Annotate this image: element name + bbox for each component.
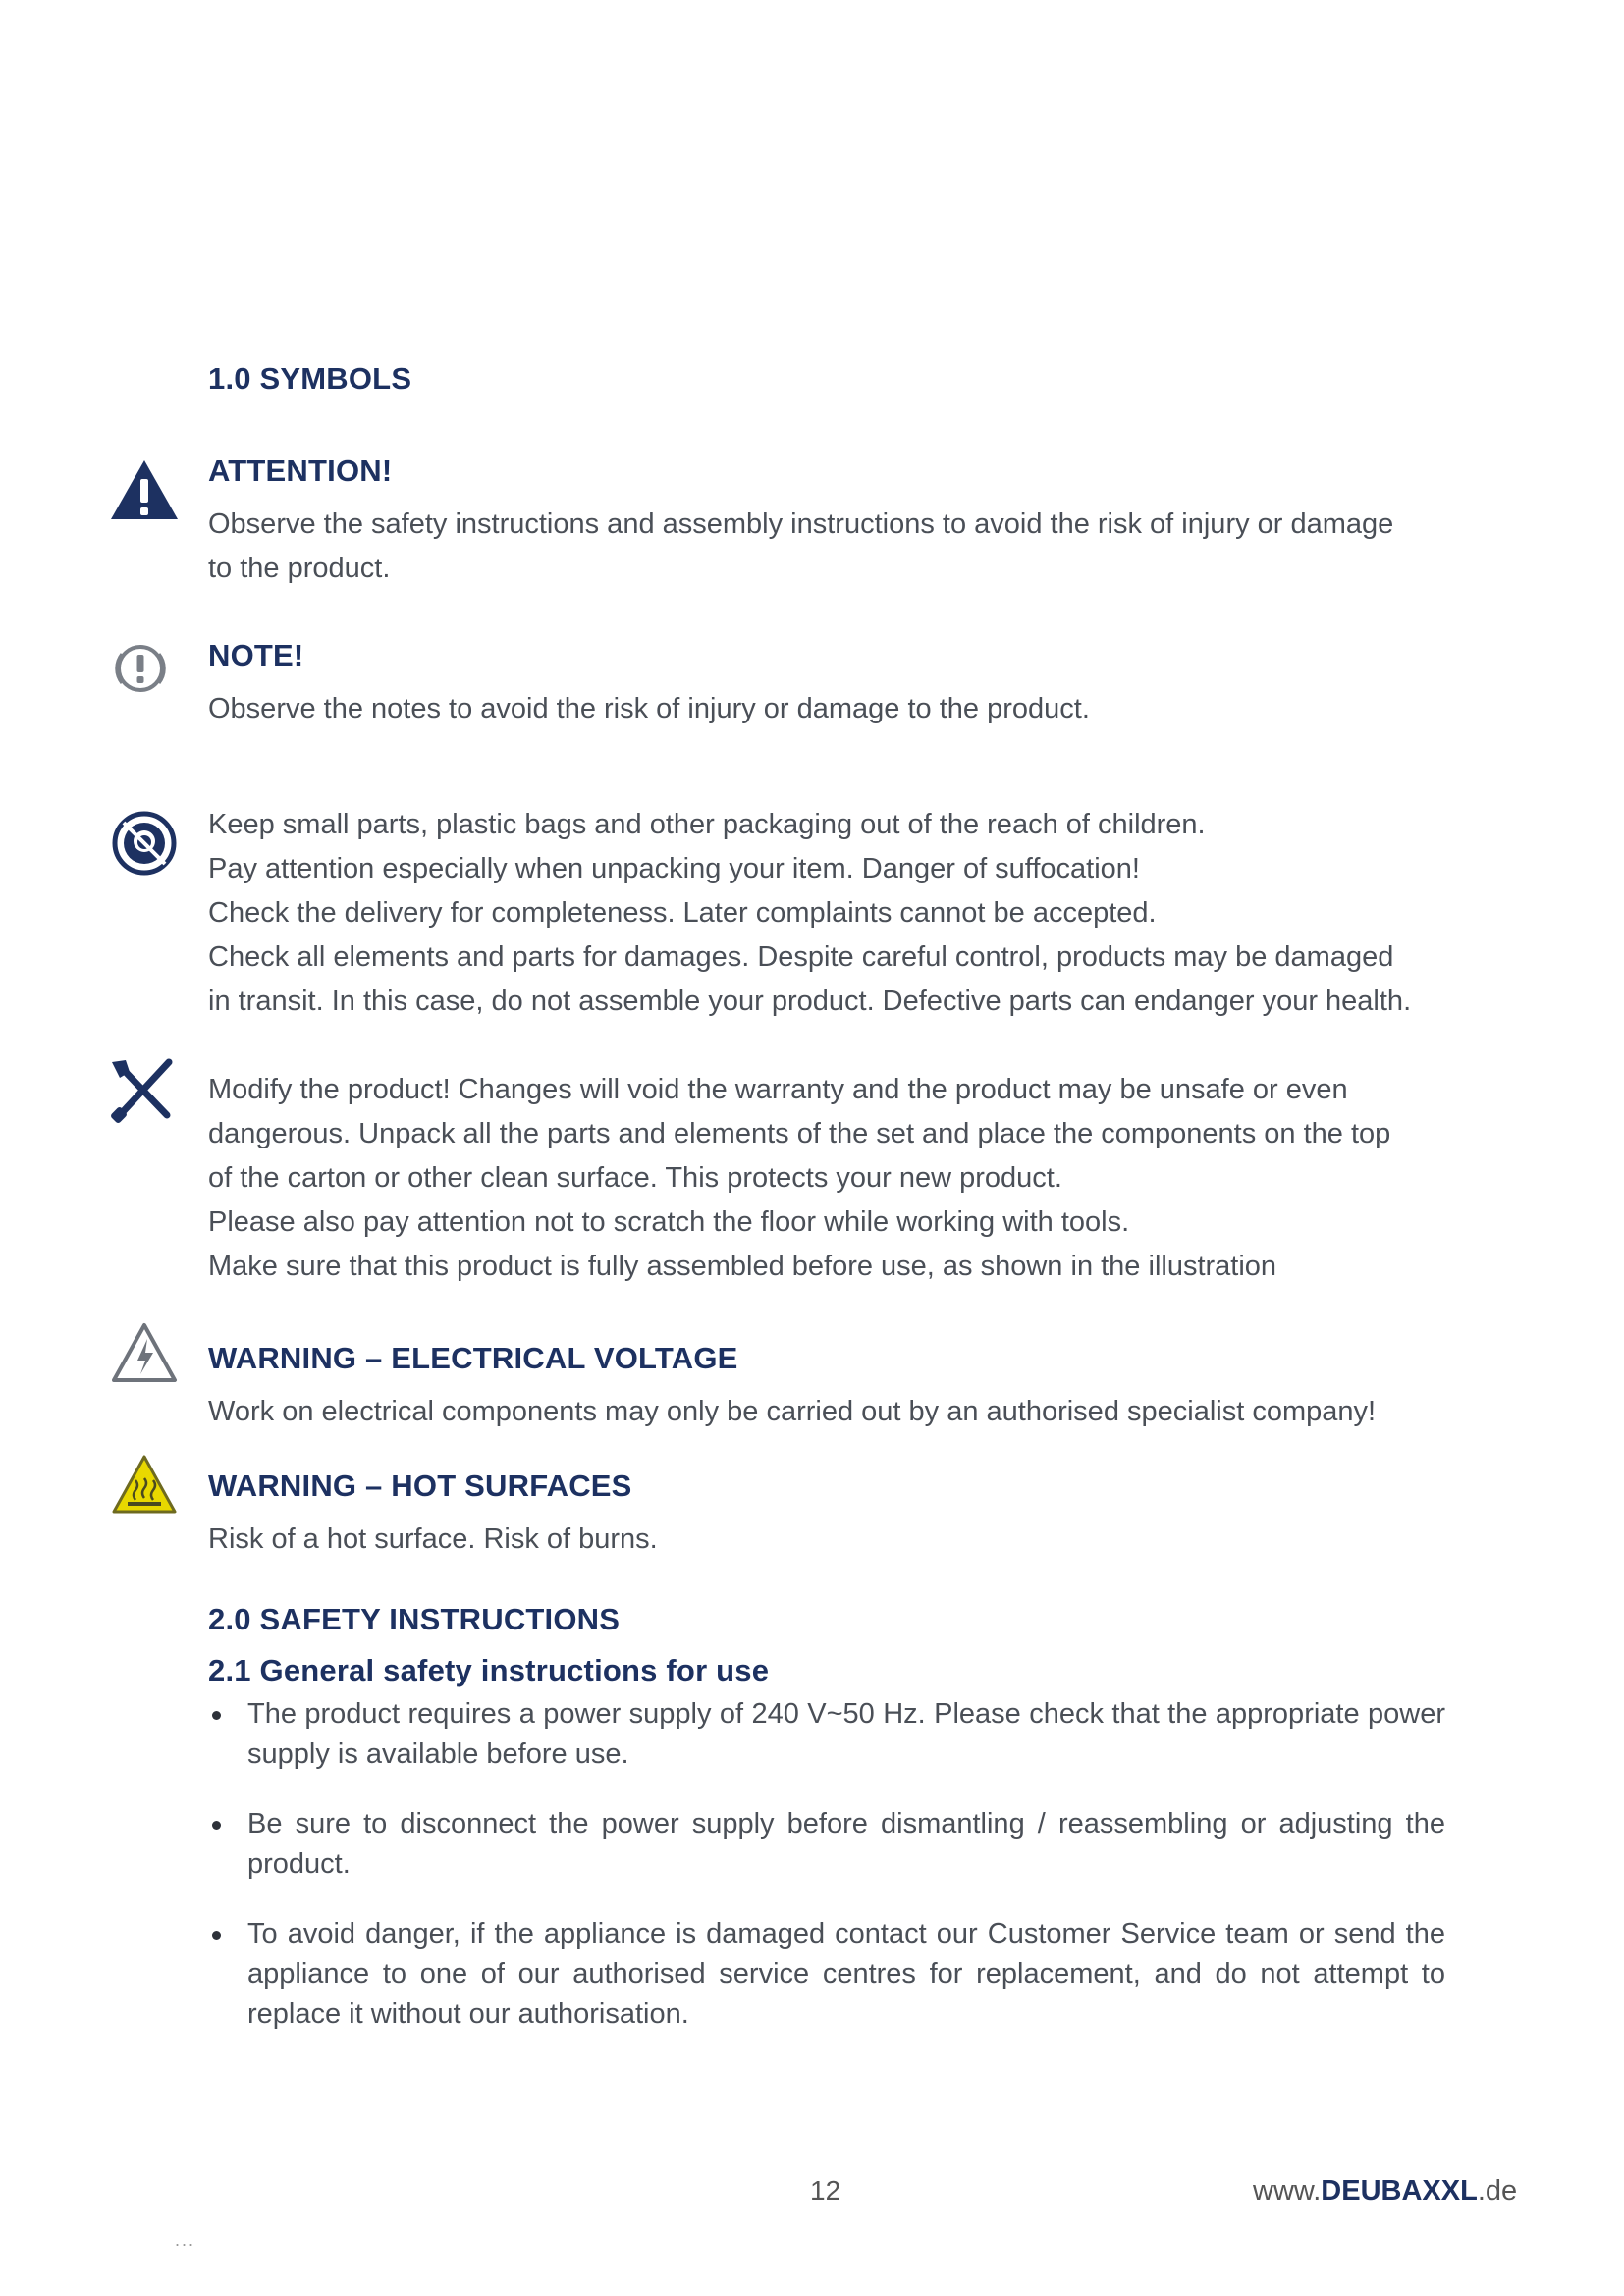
bullet-text: Be sure to disconnect the power supply before dismantling / reassembling or adjusting the product.: [247, 1808, 1445, 1880]
attention-line: Observe the safety instructions and assembly instructions to avoid the risk of injury or damage: [208, 508, 1394, 540]
children-line: Pay attention especially when unpacking your item. Danger of suffocation!: [208, 853, 1140, 884]
hot-surface-icon: [110, 1453, 179, 1521]
hot-heading: WARNING – HOT SURFACES: [208, 1468, 632, 1503]
section-subtitle-general: 2.1 General safety instructions for use: [208, 1653, 770, 1687]
hot-text: [208, 1518, 1455, 1562]
tools-line: Make sure that this product is fully assembled before use, as shown in the illustration: [208, 1251, 1277, 1282]
bullet-text: To avoid danger, if the appliance is damaged contact our Customer Service team or send the appliance to one of our authorised service centres for replacement, and do not attempt to replace it without our authorisation.: [247, 1918, 1445, 2030]
note-text: [208, 687, 1455, 731]
tools-line: Modify the product! Changes will void the warranty and the product may be unsafe or even: [208, 1074, 1348, 1105]
exclamation-circle-icon: [112, 640, 169, 702]
page-number: 12: [810, 2175, 841, 2206]
bullet-text: The product requires a power supply of 240 V~50 Hz. Please check that the appropriate power supply is available before use.: [247, 1698, 1445, 1770]
bullet-icon: [212, 1711, 221, 1720]
note-line: Observe the notes to avoid the risk of injury or damage to the product.: [208, 693, 1090, 724]
tools-line: dangerous. Unpack all the parts and elements of the set and place the components on the top: [208, 1118, 1391, 1149]
website-brand: DEUBAXXL: [1321, 2175, 1478, 2207]
tools-text: [208, 1068, 1455, 1289]
electrical-line: Work on electrical components may only be carried out by an authorised specialist company!: [208, 1396, 1377, 1427]
list-item: [208, 1804, 1445, 1885]
electrical-voltage-icon: [110, 1321, 179, 1389]
bullet-icon: [212, 1931, 221, 1940]
children-line: in transit. In this case, do not assemble your product. Defective parts can endanger your health.: [208, 986, 1412, 1017]
footer-dots: ...: [175, 2230, 196, 2250]
list-item: [208, 1914, 1445, 2035]
attention-heading: ATTENTION!: [208, 454, 393, 488]
footer-website: [1253, 2175, 1517, 2208]
children-text: [208, 803, 1455, 1024]
crossed-tools-icon: [108, 1058, 179, 1128]
attention-line: to the product.: [208, 553, 391, 584]
electrical-text: [208, 1390, 1455, 1434]
section-title-symbols: 1.0 SYMBOLS: [208, 361, 412, 396]
electrical-heading: WARNING – ELECTRICAL VOLTAGE: [208, 1341, 738, 1375]
tools-line: Please also pay attention not to scratch the floor while working with tools.: [208, 1206, 1130, 1238]
hot-line: Risk of a hot surface. Risk of burns.: [208, 1523, 658, 1555]
attention-text: [208, 503, 1455, 591]
children-line: Keep small parts, plastic bags and other packaging out of the reach of children.: [208, 809, 1206, 840]
section-title-safety: 2.0 SAFETY INSTRUCTIONS: [208, 1602, 621, 1636]
children-line: Check the delivery for completeness. Later complaints cannot be accepted.: [208, 897, 1157, 929]
tools-line: of the carton or other clean surface. This protects your new product.: [208, 1162, 1062, 1194]
website-suffix: .de: [1477, 2175, 1518, 2207]
children-line: Check all elements and parts for damages. Despite careful control, products may be damaged: [208, 941, 1394, 973]
list-item: [208, 1694, 1445, 1775]
note-heading: NOTE!: [208, 638, 304, 672]
safety-bullet-list: [208, 1694, 1445, 2035]
website-prefix: www.: [1253, 2175, 1322, 2207]
no-child-suffocation-icon: [110, 809, 179, 882]
warning-triangle-icon: [108, 457, 181, 527]
bullet-icon: [212, 1821, 221, 1830]
